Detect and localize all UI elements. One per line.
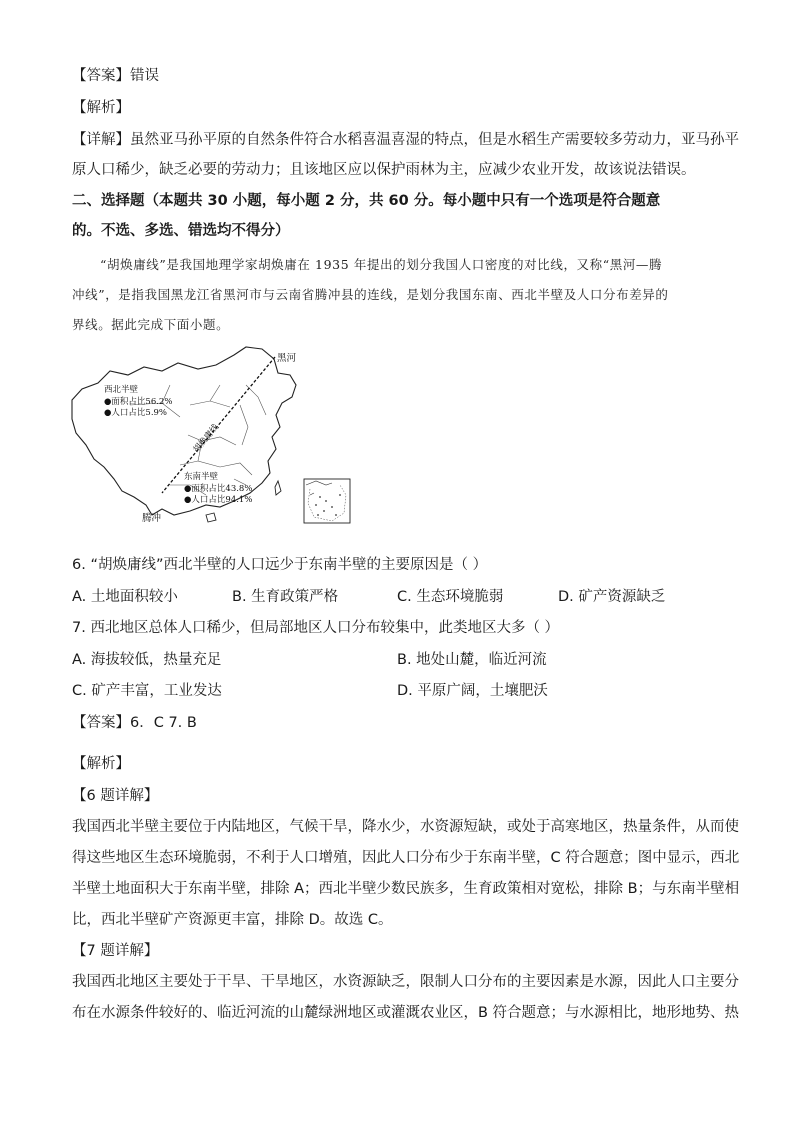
southeast-pop: ●人口占比94.1% — [184, 495, 253, 505]
section-heading-line-1: 二、选择题（本题共 30 小题，每小题 2 分，共 60 分。每小题中只有一个选项是符合题意 — [72, 193, 661, 209]
q6-option-d: D. 矿产资源缺乏 — [558, 589, 666, 605]
q6-option-b: B. 生育政策严格 — [232, 589, 339, 605]
question-6-stem: 6. “胡焕庸线”西北半壁的人口远少于东南半壁的主要原因是（ ） — [72, 557, 488, 573]
q6-option-c: C. 生态环境脆弱 — [397, 589, 504, 605]
hainan-island — [206, 513, 216, 522]
south-china-sea-inset — [304, 479, 350, 523]
heihe-label: 黑河 — [277, 353, 297, 364]
q6-option-a: A. 土地面积较小 — [72, 589, 178, 605]
q7-option-c: C. 矿产丰富，工业发达 — [72, 683, 222, 699]
detail-6-heading: 【6 题详解】 — [72, 788, 159, 804]
northwest-area: ●面积占比56.2% — [104, 397, 173, 407]
detail-6-line-3: 半壁土地面积大于东南半壁，排除 A；西北半壁少数民族多，生育政策相对宽松，排除 B；与东南半壁相 — [72, 881, 740, 897]
line-label: 胡焕庸线 — [191, 422, 222, 455]
answer-text: 错误 — [130, 68, 159, 84]
analysis-tag: 【解析】 — [72, 100, 130, 116]
q7-option-a: A. 海拔较低，热量充足 — [72, 652, 222, 668]
q7-option-b: B. 地处山麓，临近河流 — [397, 652, 547, 668]
detail-7-heading: 【7 题详解】 — [72, 943, 159, 959]
tengchong-label: 腾冲 — [142, 513, 162, 524]
northwest-title: 西北半壁 — [104, 385, 139, 395]
answer-line-2 — [72, 713, 732, 733]
detail-paragraph-1-line-2: 原人口稀少，缺乏必要的劳动力；且该地区应以保护雨林为主，应减少农业开发，故该说法错误。 — [72, 162, 696, 178]
northwest-pop: ●人口占比5.9% — [104, 408, 168, 418]
china-population-map — [70, 345, 360, 525]
material-line-1: “胡焕庸线”是我国地理学家胡焕庸在 1935 年提出的划分我国人口密度的对比线，又称“黑河—腾 — [100, 257, 663, 272]
detail-6-line-1: 我国西北半壁主要位于内陆地区，气候干旱，降水少，水资源短缺，或处于高寒地区，热量条件，从而使 — [72, 819, 739, 835]
southeast-area: ●面积占比43.8% — [184, 484, 253, 494]
detail-tag: 【详解】 — [72, 132, 130, 148]
detail-6-line-4: 比，西北半壁矿产资源更丰富，排除 D。故选 C。 — [72, 912, 393, 928]
detail-7-line-2: 布在水源条件较好的、临近河流的山麓绿洲地区或灌溉农业区，B 符合题意；与水源相比，地形地势、热 — [72, 1005, 740, 1021]
analysis-tag-2: 【解析】 — [72, 756, 130, 772]
material-line-3: 界线。据此完成下面小题。 — [72, 317, 230, 332]
detail-7-line-1: 我国西北地区主要处于干旱、干旱地区，水资源缺乏，限制人口分布的主要因素是水源，因此人口主要分 — [72, 974, 739, 990]
material-line-2: 冲线”，是指我国黑龙江省黑河市与云南省腾冲县的连线，是划分我国东南、西北半壁及人口分布差异的 — [72, 287, 669, 302]
answer-text-2: 6．C 7. B — [130, 715, 197, 731]
q7-option-d: D. 平原广阔，土壤肥沃 — [397, 683, 548, 699]
answer-tag-2: 【答案】 — [72, 715, 130, 731]
detail-paragraph-1-line-1 — [72, 130, 739, 150]
answer-tag: 【答案】 — [72, 68, 130, 84]
question-7-stem: 7. 西北地区总体人口稀少，但局部地区人口分布较集中，此类地区大多（ ） — [72, 620, 560, 636]
answer-line-1 — [72, 66, 732, 86]
taiwan-island — [275, 481, 281, 495]
section-heading-line-2: 的。不选、多选、错选均不得分） — [72, 223, 290, 239]
detail-text-1: 虽然亚马孙平原的自然条件符合水稻喜温喜湿的特点，但是水稻生产需要较多劳动力，亚马孙平 — [130, 132, 739, 148]
analysis-heading-1 — [72, 98, 732, 118]
analysis-heading-2 — [72, 754, 732, 774]
southeast-title: 东南半壁 — [184, 472, 219, 482]
detail-6-line-2: 得这些地区生态环境脆弱，不利于人口增殖，因此人口分布少于东南半壁，C 符合题意；图中显示，西北 — [72, 850, 740, 866]
